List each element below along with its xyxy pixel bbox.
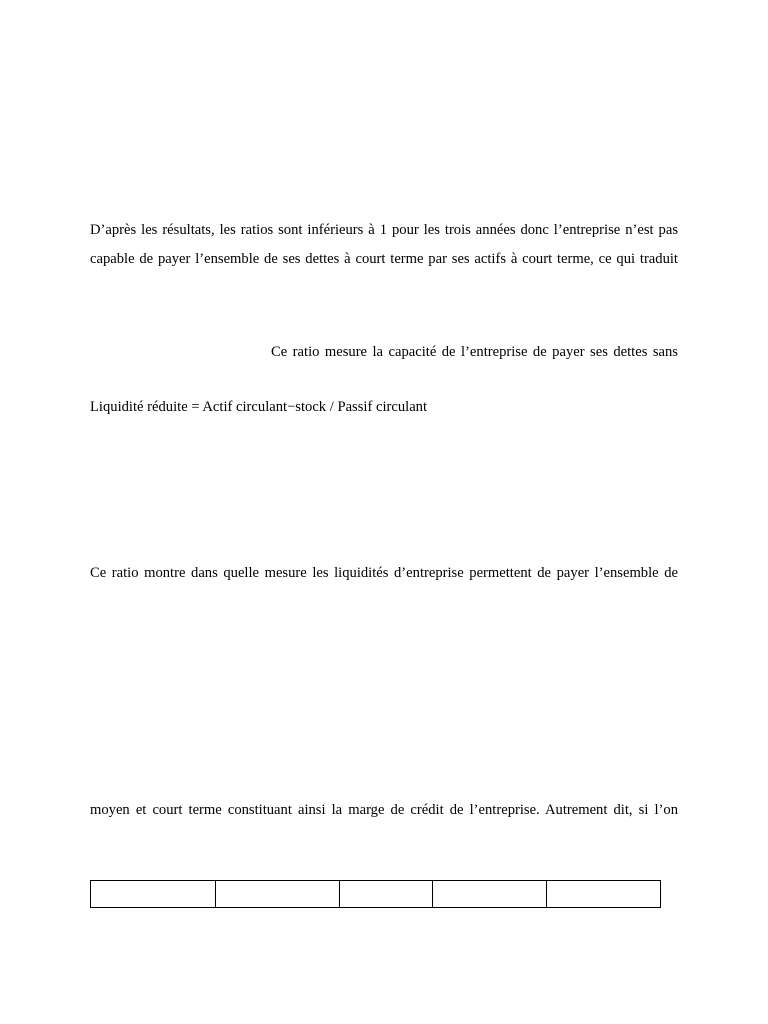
table-cell [91,881,216,908]
paragraph-line: capable de payer l’ensemble de ses dettes à court terme par ses actifs à court terme, ce qui traduit [90,251,678,267]
table-cell [547,881,661,908]
formula-line: Liquidité réduite = Actif circulant−stock / Passif circulant [90,399,428,415]
paragraph-line: D’après les résultats, les ratios sont inférieurs à 1 pour les trois années donc l’entreprise n’est pas [90,222,678,238]
paragraph-line: Ce ratio montre dans quelle mesure les liquidités d’entreprise permettent de payer l’ensemble de [90,565,678,581]
table-cell [340,881,433,908]
table-cell [216,881,340,908]
data-table [90,880,661,908]
table-cell [433,881,547,908]
paragraph-line: Ce ratio mesure la capacité de l’entreprise de payer ses dettes sans [271,344,678,360]
paragraph-line: moyen et court terme constituant ainsi la marge de crédit de l’entreprise. Autrement dit, si l’on [90,802,678,818]
table-row [91,881,661,908]
